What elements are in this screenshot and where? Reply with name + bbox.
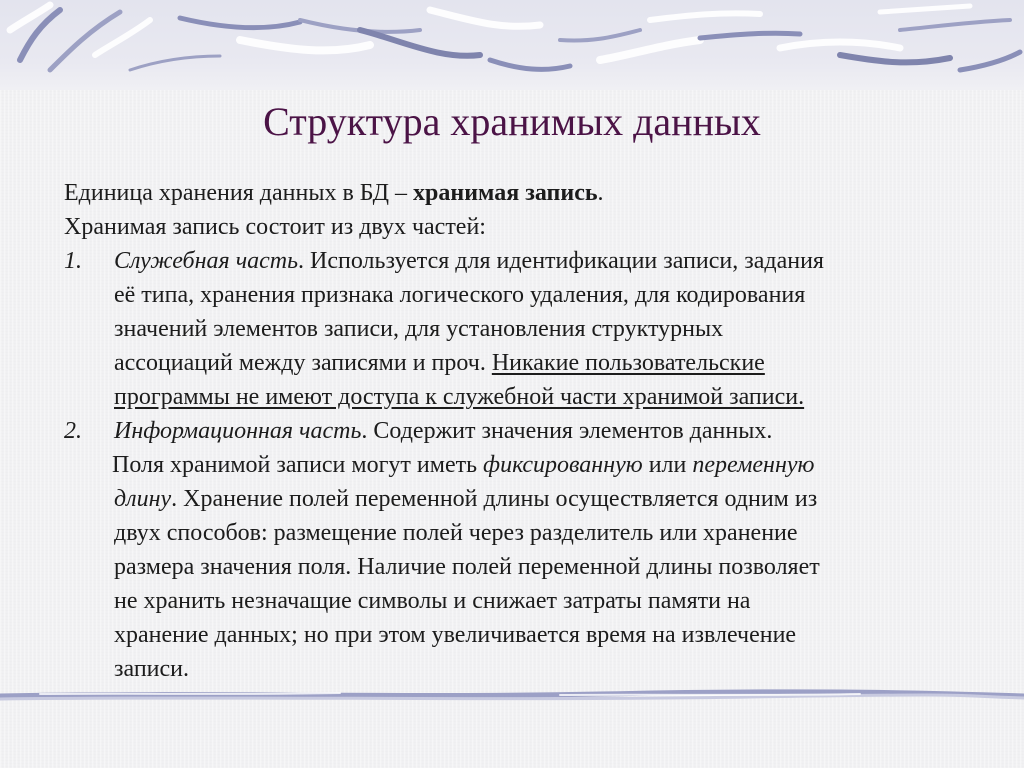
item-1-line-1 (114, 244, 964, 278)
item-2-text-1: . Содержит значения элементов данных. (361, 418, 773, 444)
fields-or: или (642, 452, 693, 478)
item-2-line-1 (114, 414, 964, 448)
list-number-2: 2. (64, 418, 82, 444)
fields-line-2-rest: . Хранение полей переменной длины осуществляется одним из (171, 486, 818, 512)
fields-line-5: не хранить незначащие символы и снижает затраты памяти на (114, 588, 751, 614)
item-1-line-5 (114, 380, 964, 414)
underlined-note-part-2: программы не имеют доступа к служебной части хранимой записи. (114, 384, 805, 410)
item-1-line-2: её типа, хранения признака логического удаления, для кодирования (114, 282, 806, 308)
decorative-footer-band (0, 684, 1024, 710)
list-number-1: 1. (64, 248, 82, 274)
fields-line-3: двух способов: размещение полей через разделитель или хранение (114, 520, 798, 546)
fields-line-7: записи. (114, 656, 189, 682)
length-term: длину (114, 486, 172, 512)
decorative-header-band (0, 0, 1024, 90)
variable-term: переменную (692, 452, 815, 478)
information-part-term: Информационная часть (114, 418, 362, 444)
fields-paragraph (64, 448, 964, 686)
slide-body (64, 176, 964, 686)
item-1-line-4 (114, 346, 964, 380)
list-item-1 (64, 244, 964, 414)
fields-line-2 (114, 482, 964, 516)
item-1-line-3: значений элементов записи, для установления структурных (114, 316, 724, 342)
fields-line-6: хранение данных; но при этом увеличивается время на извлечение (114, 622, 797, 648)
intro-line-1 (64, 176, 964, 210)
fields-line-4: размера значения поля. Наличие полей переменной длины позволяет (114, 554, 820, 580)
list-item-1-body (114, 244, 964, 414)
intro-line-2: Хранимая запись состоит из двух частей: (64, 214, 486, 240)
intro-term-bold: хранимая запись (413, 180, 598, 206)
decorative-footer-strokes (0, 684, 1024, 710)
list-item-2-body (114, 414, 964, 448)
underlined-note-part-1: Никакие пользовательские (491, 350, 765, 376)
item-1-text-4: ассоциаций между записями и проч. (114, 350, 492, 376)
slide-title: Структура хранимых данных (263, 99, 761, 144)
intro-text: Единица хранения данных в БД – (64, 180, 414, 206)
service-part-term: Служебная часть (114, 248, 299, 274)
list-item-2 (64, 414, 964, 448)
intro-period: . (597, 180, 604, 206)
fixed-term: фиксированную (483, 452, 643, 478)
fields-line-1 (112, 448, 964, 482)
fields-prefix: Поля хранимой записи могут иметь (112, 452, 484, 478)
decorative-swirl-strokes (0, 0, 1024, 90)
item-1-text-1: . Используется для идентификации записи, задания (298, 248, 824, 274)
